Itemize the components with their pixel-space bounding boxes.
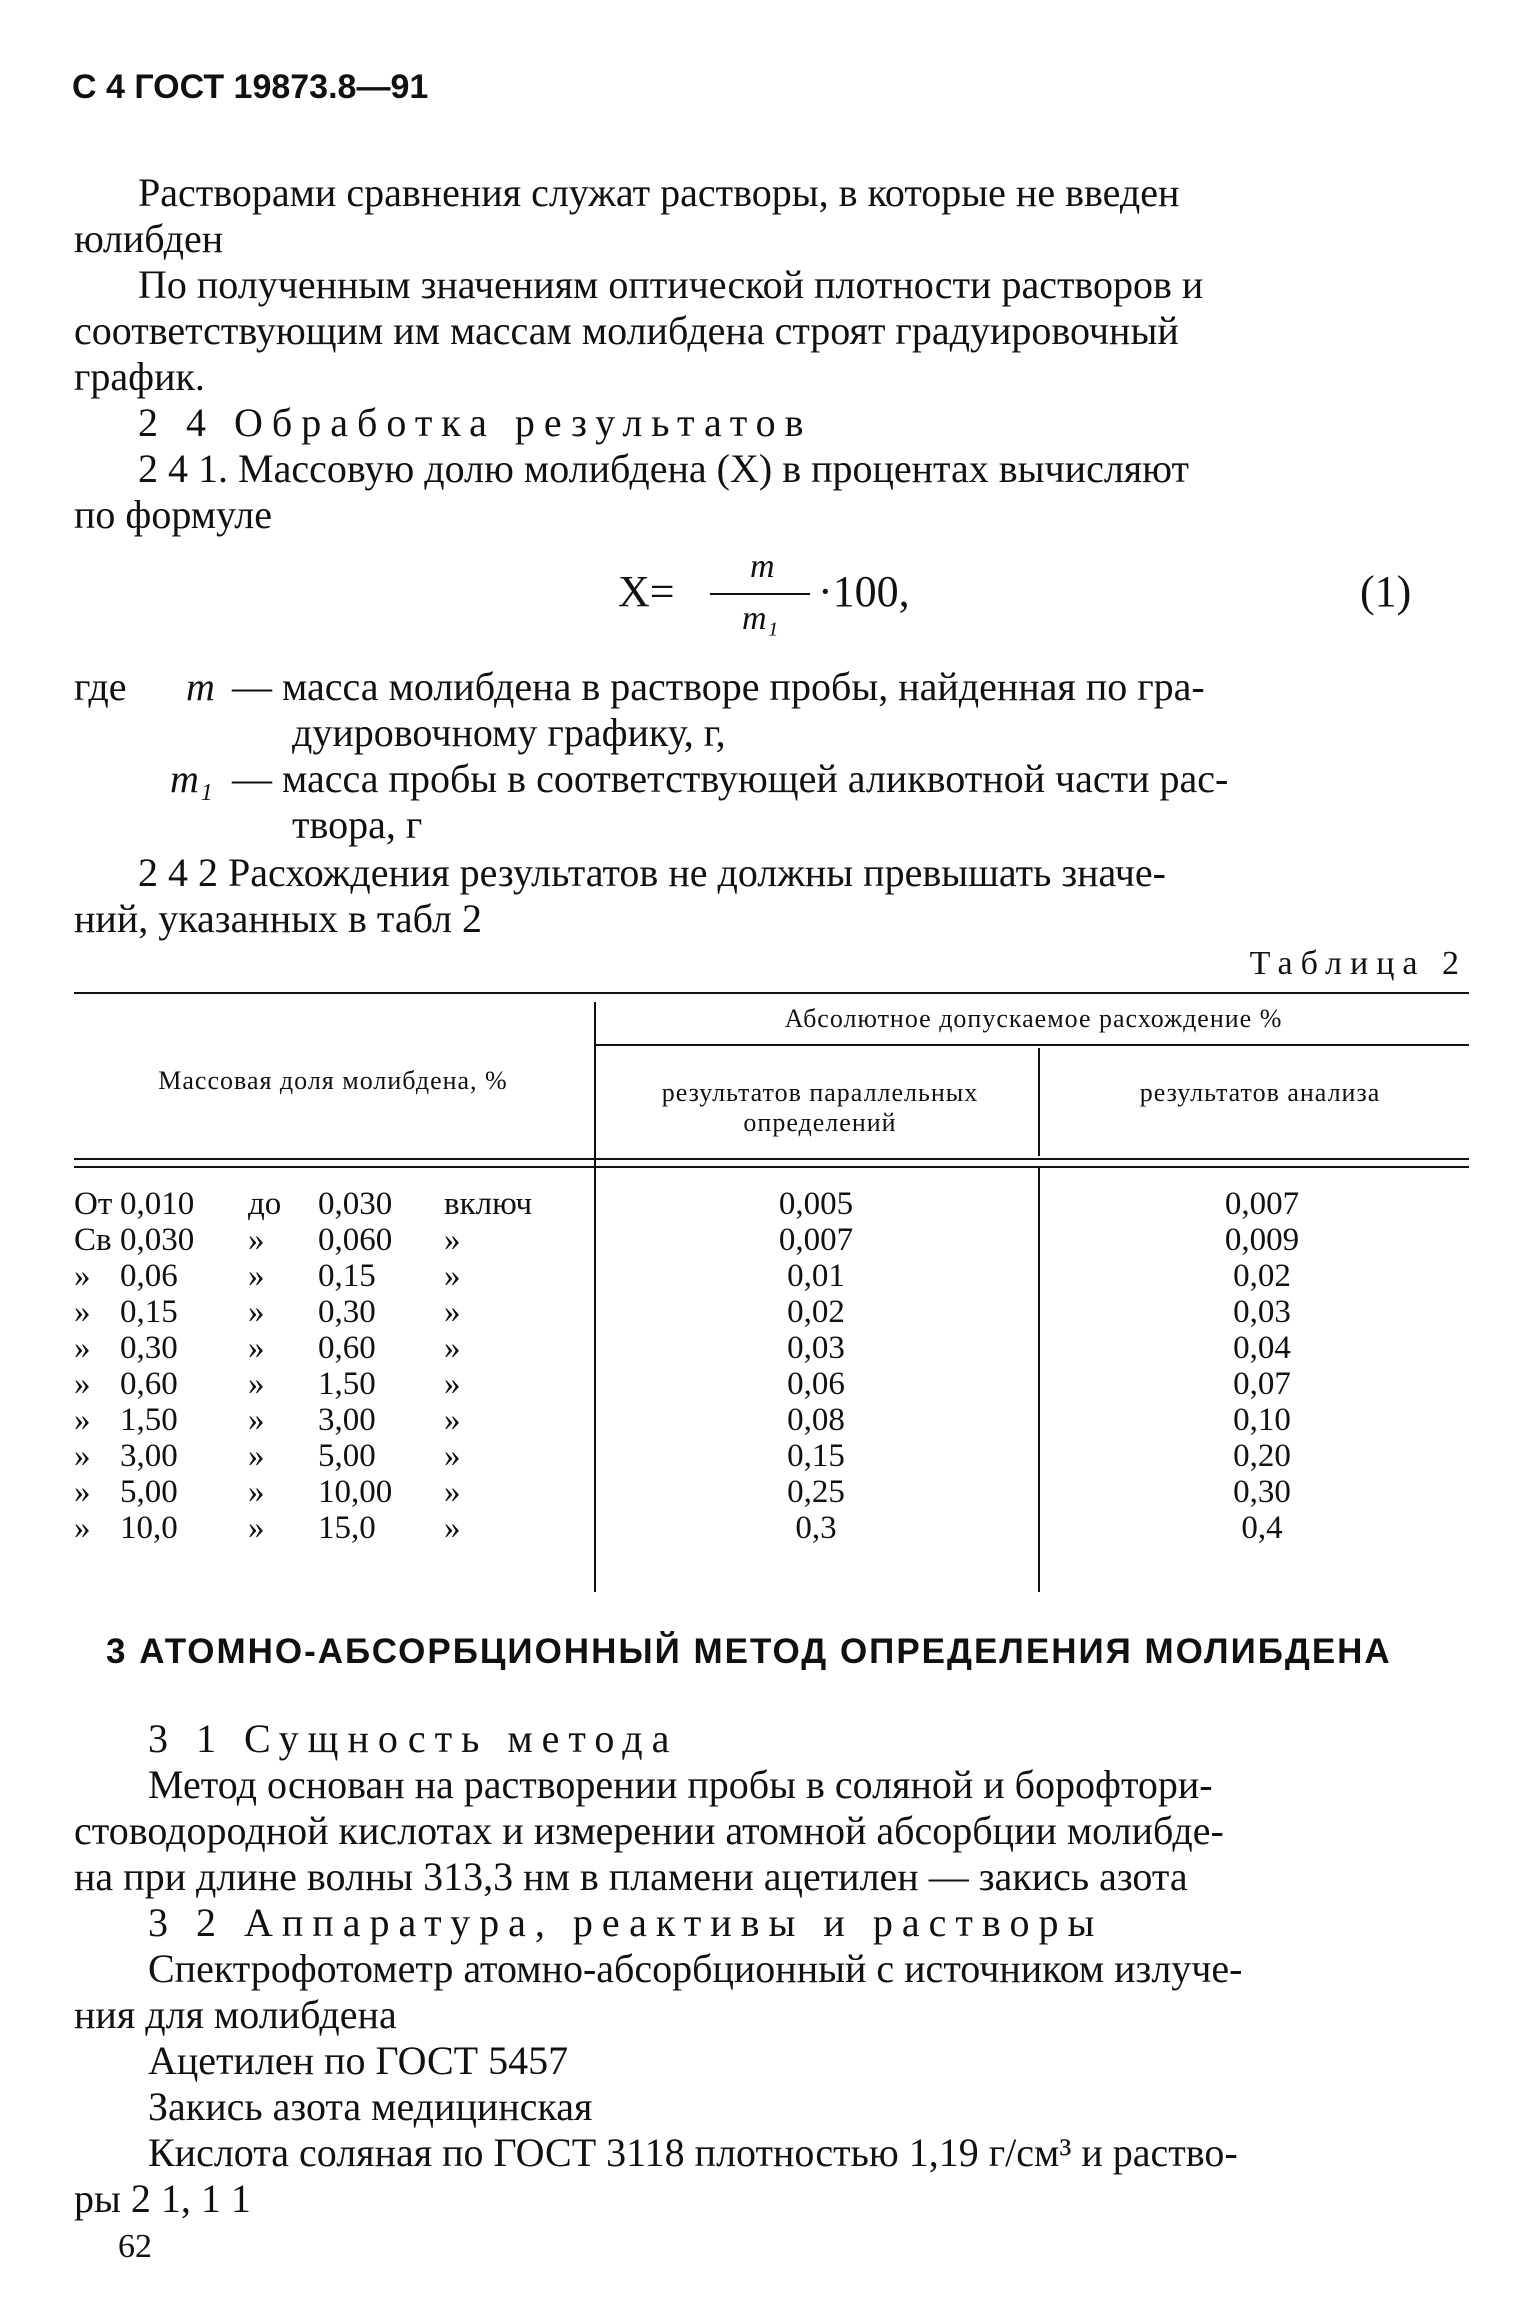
table-cell-pre: » [74,1258,91,1294]
table-cell-pre: » [74,1294,91,1330]
table-cell-from: 0,030 [120,1222,195,1258]
paragraph-line: Метод основан на растворении пробы в соляной и борофтори- [148,1762,1213,1807]
page-header: С 4 ГОСТ 19873.8—91 [72,68,429,106]
definition-line: — масса пробы в соответствующей аликвотной части рас- [232,756,1229,801]
table-cell-pre: » [74,1438,91,1474]
paragraph-line: ния для молибдена [74,1992,397,2037]
table-cell-suf: » [444,1258,461,1294]
page-number: 62 [118,2228,152,2265]
formula-number: (1) [1360,567,1412,616]
table-cell-parallel: 0,007 [778,1222,854,1258]
paragraph-line: Спектрофотометр атомно-абсорбционный с источником излуче- [148,1946,1243,1991]
table-cell-suf: » [444,1366,461,1402]
table-cell-suf: » [444,1330,461,1366]
table-cell-from: 1,50 [120,1402,178,1438]
table-cell-suf: включ [444,1186,533,1222]
table-cell-from: 0,010 [120,1186,195,1222]
table-cell-analysis: 0,20 [1233,1438,1291,1474]
table-cell-suf: » [444,1510,461,1546]
table-cell-analysis: 0,30 [1233,1474,1291,1510]
paragraph-line: юлибден [74,216,224,261]
table-cell-parallel: 0,03 [787,1330,845,1366]
column-header-parallel: результатов параллельных определений [661,1078,979,1137]
table-cell-parallel: 0,01 [787,1258,845,1294]
table-cell-from: 0,15 [120,1294,178,1330]
paragraph-line: По полученным значениям оптической плотности растворов и [138,262,1204,307]
table-cell-suf: » [444,1294,461,1330]
where-label: где [74,664,127,709]
table-cell-to: 0,030 [318,1186,393,1222]
table-cell-to: 3,00 [318,1402,376,1438]
table-cell-suf: » [444,1474,461,1510]
table-column-divider [1038,1048,1040,1156]
formula-numerator: m [750,548,775,585]
table-cell-to: 1,50 [318,1366,376,1402]
table-cell-analysis: 0,02 [1233,1258,1291,1294]
table-cell-from: 0,06 [120,1258,178,1294]
table-column-divider [594,1002,596,1592]
definition-line: — масса молибдена в растворе пробы, найденная по гра- [232,664,1205,709]
paragraph-line: Кислота соляная по ГОСТ 3118 плотностью 1,19 г/см³ и раство- [148,2130,1238,2175]
table-cell-rel: » [248,1294,265,1330]
table-cell-pre: » [74,1474,91,1510]
table-cell-parallel: 0,25 [787,1474,845,1510]
paragraph-line: график. [74,354,205,399]
table-top-rule [74,992,1469,994]
table-cell-pre: » [74,1366,91,1402]
formula-rhs: ·100, [818,567,910,616]
table-cell-suf: » [444,1438,461,1474]
table-cell-to: 15,0 [318,1510,376,1546]
definition-line: твора, г [292,802,423,847]
table-cell-pre: Св [74,1222,112,1258]
table-header-rule [74,1158,1469,1160]
table-cell-from: 3,00 [120,1438,178,1474]
table-cell-rel: » [248,1330,265,1366]
column-group-header: Абсолютное допускаемое расхождение % [784,1004,1283,1033]
column-header-analysis: результатов анализа [1139,1078,1381,1107]
table-cell-rel: » [248,1510,265,1546]
table-cell-to: 0,30 [318,1294,376,1330]
paragraph-line: 2 4 1. Массовую долю молибдена (X) в процентах вычисляют [138,446,1190,491]
table-cell-analysis: 0,03 [1233,1294,1291,1330]
symbol-m1: m₁ [170,756,213,801]
table-cell-suf: » [444,1402,461,1438]
table-cell-rel: » [248,1222,265,1258]
formula-lhs: X= [618,567,675,616]
table-cell-rel: » [248,1258,265,1294]
paragraph-line: 2 4 2 Расхождения результатов не должны превышать значе- [138,850,1166,895]
table-cell-from: 5,00 [120,1474,178,1510]
table-cell-rel: » [248,1366,265,1402]
table-cell-parallel: 0,15 [787,1438,845,1474]
table-cell-parallel: 0,06 [787,1366,845,1402]
table-cell-from: 0,30 [120,1330,178,1366]
table-cell-from: 0,60 [120,1366,178,1402]
paragraph-line: стоводородной кислотах и измерении атомной абсорбции молибде- [74,1808,1224,1853]
table-cell-parallel: 0,3 [795,1510,837,1546]
table-cell-to: 0,60 [318,1330,376,1366]
table-column-divider [1038,1168,1040,1592]
table-cell-parallel: 0,02 [787,1294,845,1330]
definition-line: дуировочному графику, г, [292,710,726,755]
paragraph-line: Ацетилен по ГОСТ 5457 [148,2038,569,2083]
table-cell-analysis: 0,04 [1233,1330,1291,1366]
table-cell-rel: » [248,1474,265,1510]
symbol-m: m [186,664,215,709]
paragraph-line: по формуле [74,492,272,537]
table-header-rule [74,1166,1469,1168]
table-cell-analysis: 0,009 [1224,1222,1300,1258]
table-cell-pre: » [74,1330,91,1366]
table-cell-analysis: 0,07 [1233,1366,1291,1402]
paragraph-line: на при длине волны 313,3 нм в пламени ацетилен — закись азота [74,1854,1188,1899]
table-cell-to: 5,00 [318,1438,376,1474]
paragraph-line: ний, указанных в табл 2 [74,896,482,941]
fraction-line [710,593,810,595]
table-cell-to: 0,15 [318,1258,376,1294]
paragraph-line: Растворами сравнения служат растворы, в которые не введен [138,170,1180,215]
table-cell-to: 0,060 [318,1222,393,1258]
table-group-rule [596,1044,1469,1046]
table-cell-analysis: 0,4 [1241,1510,1283,1546]
table-cell-pre: » [74,1402,91,1438]
subsection-heading: 3 2 Аппаратура, реактивы и растворы [148,1900,1104,1945]
column-header-mass-fraction: Массовая доля молибдена, % [158,1066,508,1095]
paragraph-line: соответствующим им массам молибдена строят градуировочный [74,308,1179,353]
table-caption: Таблица 2 [1249,945,1467,982]
subsection-heading: 3 1 Сущность метода [148,1716,679,1761]
table-cell-rel: » [248,1438,265,1474]
paragraph-line: Закись азота медицинская [148,2084,593,2129]
table-cell-analysis: 0,10 [1233,1402,1291,1438]
table-cell-from: 10,0 [120,1510,178,1546]
formula-denominator: m₁ [742,600,779,637]
paragraph-line: ры 2 1, 1 1 [74,2176,251,2221]
table-cell-parallel: 0,005 [778,1186,854,1222]
subsection-heading: 2 4 Обработка результатов [138,400,813,445]
table-cell-to: 10,00 [318,1474,393,1510]
table-cell-rel: до [248,1186,282,1222]
table-cell-pre: От [74,1186,113,1222]
table-cell-parallel: 0,08 [787,1402,845,1438]
table-cell-pre: » [74,1510,91,1546]
table-cell-rel: » [248,1402,265,1438]
section-title: 3 АТОМНО-АБСОРБЦИОННЫЙ МЕТОД ОПРЕДЕЛЕНИЯ МОЛИБДЕНА [106,1632,1392,1671]
table-cell-analysis: 0,007 [1224,1186,1300,1222]
table-cell-suf: » [444,1222,461,1258]
